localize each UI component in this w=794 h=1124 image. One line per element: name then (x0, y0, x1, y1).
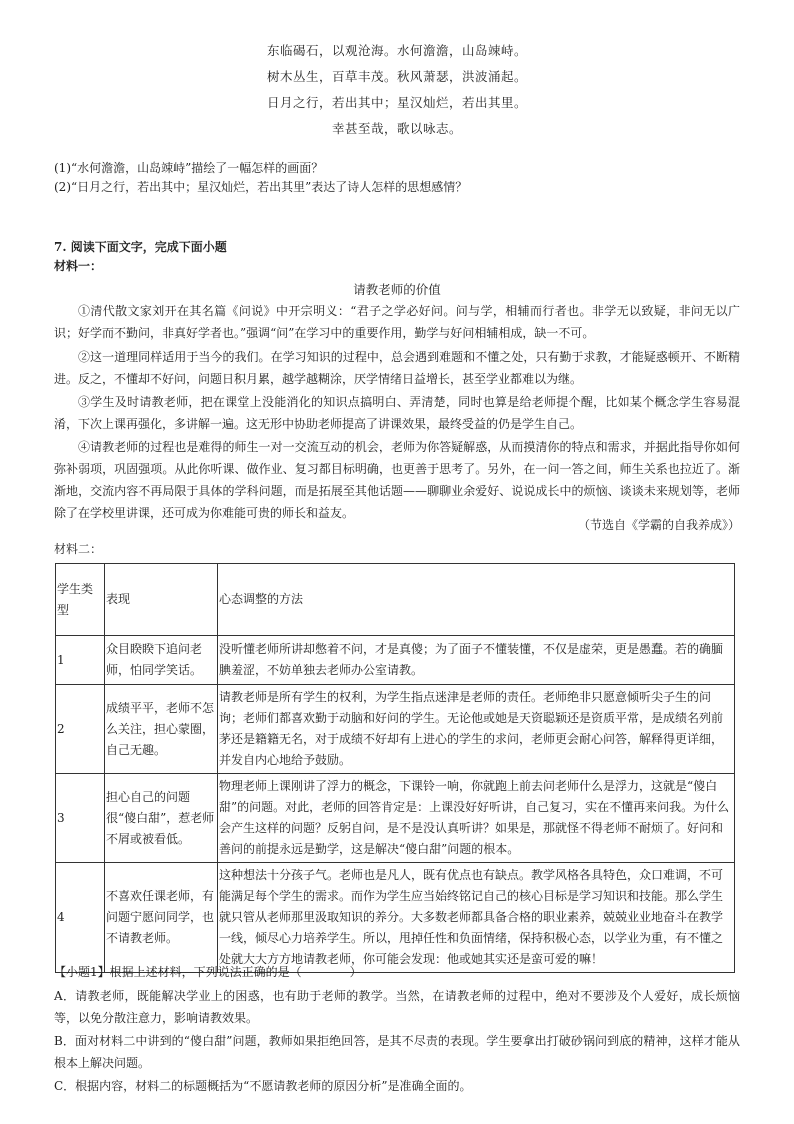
paragraph-3: ③学生及时请教老师，把在课堂上没能消化的知识点搞明白、弄清楚，同时也算是给老师提个醒，比如某个概念学生容易混淆，下次上课再强化，多讲解一遍。这无形中协助老师提高了讲课效果，最终受益的仍是学生自己。 (54, 395, 740, 431)
poem-line: 日月之行，若出其中；星汉灿烂，若出其里。 (266, 95, 527, 110)
table-row (56, 863, 735, 973)
table-cell-behavior: 成绩平平，老师不怎么关注，担心蒙圈，自己无趣。 (105, 685, 218, 774)
table-header-cell: 心态调整的方法 (218, 564, 735, 636)
table-cell-type: 4 (56, 863, 105, 973)
material-1-label: 材料一： (54, 259, 103, 273)
subquestion-stem: 【小题1】根据上述材料，下列说法正确的是（ ） (54, 965, 362, 979)
table-cell-behavior: 担心自己的问题很“傻白甜”，惹老师不屑或被看低。 (105, 774, 218, 863)
question-2: (2)“日月之行，若出其中；星汉灿烂，若出其里”表达了诗人怎样的思想感情？ (54, 180, 468, 194)
table-cell-type: 2 (56, 685, 105, 774)
table-cell-method: 没听懂老师所讲却憋着不问，才是真傻；为了面子不懂装懂，不仅是虚荣，更是愚蠢。若的确腼腆羞涩，不妨单独去老师办公室请教。 (218, 636, 735, 685)
option-c: C．根据内容，材料二的标题概括为“不愿请教老师的原因分析”是准确全面的。 (54, 1079, 472, 1093)
paragraph-1: ①清代散文家刘开在其名篇《问说》中开宗明义：“君子之学必好问。问与学，相辅而行者也。非学无以致疑，非问无以广识；好学而不勤问，非真好学者也。”强调“问”在学习中的重要作用，勤学与好问相辅相成，缺一不可。 (54, 304, 740, 340)
table-cell-type: 3 (56, 774, 105, 863)
paragraph-4: ④请教老师的过程也是难得的师生一对一交流互动的机会，老师为你答疑解惑，从而摸清你的特点和需求，并据此指导你如何弥补弱项，巩固强项。从此你听课、做作业、复习都目标明确，也更善于思考了。另外，在一问一答之间，师生关系也拉近了。渐渐地，交流内容不再局限于具体的学科问题，而是拓展至其他话题——聊聊业余爱好、说说成长中的烦恼、谈谈未来规划等，老师除了在学校里讲课，还可成为你难能可贵的师长和益友。 (54, 440, 740, 520)
table-header-cell: 表现 (105, 564, 218, 636)
poem-line: 东临碣石，以观沧海。水何澹澹，山岛竦峙。 (266, 43, 527, 58)
student-type-table (55, 563, 735, 973)
table-cell-method: 请教老师是所有学生的权利，为学生指点迷津是老师的责任。老师绝非只愿意倾听尖子生的问询；老师们都喜欢勤于动脑和好问的学生。无论他或她是天资聪颖还是资质平常，是成绩名列前茅还是籍籍无名，对于成绩不好却有上进心的学生的求问，老师更会耐心问答，解释得更详细，并发自内心地给予鼓励。 (218, 685, 735, 774)
table-header-row (56, 564, 735, 636)
table-row (56, 636, 735, 685)
table-row (56, 774, 735, 863)
question-1: (1)“水何澹澹，山岛竦峙”描绘了一幅怎样的画面？ (54, 161, 324, 175)
source-citation: （节选自《学霸的自我养成》） (577, 518, 740, 532)
article-title: 请教老师的价值 (353, 282, 441, 297)
table-cell-method: 这种想法十分孩子气。老师也是凡人，既有优点也有缺点。教学风格各具特色，众口难调，不可能满足每个学生的需求。而作为学生应当始终铭记自己的核心目标是学习知识和技能。那么学生就只管从老师那里汲取知识的养分。大多数老师都具备合格的职业素养，兢兢业业地奋斗在教学一线，倾尽心力培养学生。所以，甩掉任性和负面情绪，保持积极心态，以学业为重，有不懂之处就大大方方地请教老师，你可能会发现：他或她其实还是蛮可爱的嘛！ (218, 863, 735, 973)
paragraph-2: ②这一道理同样适用于当今的我们。在学习知识的过程中，总会遇到难题和不懂之处，只有勤于求教，才能疑惑顿开、不断精进。反之，不懂却不好问，问题日积月累，越学越糊涂，厌学情绪日益增长，甚至学业都难以为继。 (54, 350, 740, 386)
table-cell-behavior: 不喜欢任课老师，有问题宁愿问同学，也不请教老师。 (105, 863, 218, 973)
material-2-label: 材料二： (54, 542, 103, 556)
option-b: B．面对材料二中讲到的“傻白甜”问题，教师如果拒绝回答，是其不尽责的表现。学生要拿出打破砂锅问到底的精神，这样才能从根本上解决问题。 (54, 1034, 740, 1070)
table-cell-type: 1 (56, 636, 105, 685)
poem-line: 树木丛生，百草丰茂。秋风萧瑟，洪波涌起。 (266, 69, 527, 84)
table-cell-method: 物理老师上课刚讲了浮力的概念，下课铃一响，你就跑上前去问老师什么是浮力，这就是“傻白甜”的问题。对此，老师的回答肯定是：上课没好好听讲，自己复习，实在不懂再来问我。为什么会产生这样的问题？反躬自问，是不是没认真听讲？如果是，那就怪不得老师不耐烦了。好问和善问的前提永远是勤学，这是解决“傻白甜”问题的根本。 (218, 774, 735, 863)
table-row (56, 685, 735, 774)
table-header-cell: 学生类型 (56, 564, 105, 636)
section-heading: 7. 阅读下面文字，完成下面小题 (54, 240, 227, 254)
poem-line: 幸甚至哉，歌以咏志。 (331, 121, 462, 136)
option-a: A．请教老师，既能解决学业上的困惑，也有助于老师的教学。当然，在请教老师的过程中，绝对不要涉及个人爱好，成长烦恼等，以免分散注意力，影响请教效果。 (54, 989, 740, 1025)
table-cell-behavior: 众目睽睽下追问老师，怕同学笑话。 (105, 636, 218, 685)
